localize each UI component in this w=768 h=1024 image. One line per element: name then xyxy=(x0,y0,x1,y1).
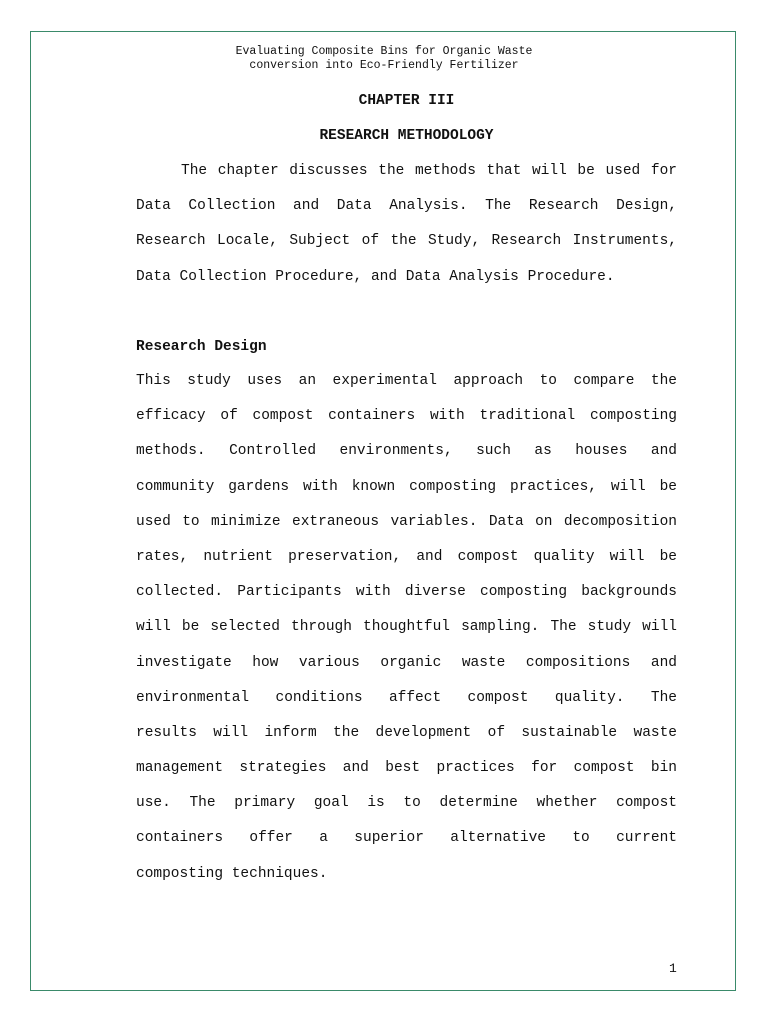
paragraph-line: rates, nutrient preservation, and compost quality will be xyxy=(136,548,677,565)
running-header-line-2: conversion into Eco-Friendly Fertilizer xyxy=(249,59,519,72)
page-number: 1 xyxy=(669,961,677,976)
paragraph-line: community gardens with known composting practices, will be xyxy=(136,478,677,495)
section-heading-research-design: Research Design xyxy=(136,339,267,355)
intro-paragraph xyxy=(136,154,677,295)
paragraph-line: environmental conditions affect compost quality. The xyxy=(136,689,677,706)
paragraph-line: methods. Controlled environments, such as houses and xyxy=(136,443,677,460)
paragraph-line: containers offer a superior alternative to current xyxy=(136,830,677,847)
paragraph-line: investigate how various organic waste compositions and xyxy=(136,654,677,671)
running-header-line-1: Evaluating Composite Bins for Organic Waste xyxy=(235,45,533,58)
intro-line: Data Collection and Data Analysis. The Research Design, xyxy=(136,198,677,215)
paragraph-line: efficacy of compost containers with traditional composting xyxy=(136,408,677,425)
research-design-paragraph xyxy=(136,364,677,892)
paragraph-line: results will inform the development of sustainable waste xyxy=(136,724,677,741)
running-header xyxy=(0,45,768,73)
paragraph-line: composting techniques. xyxy=(136,865,328,882)
chapter-title: RESEARCH METHODOLOGY xyxy=(319,128,494,144)
paragraph-line: management strategies and best practices for compost bin xyxy=(136,760,677,777)
intro-line: The chapter discusses the methods that will be used for xyxy=(181,163,677,179)
intro-line: Research Locale, Subject of the Study, Research Instruments, xyxy=(136,233,677,250)
intro-line: Data Collection Procedure, and Data Analysis Procedure. xyxy=(136,268,615,285)
paragraph-line: will be selected through thoughtful sampling. The study will xyxy=(136,619,677,636)
chapter-number: CHAPTER III xyxy=(358,93,455,109)
paragraph-line: collected. Participants with diverse composting backgrounds xyxy=(136,584,677,601)
paragraph-line: use. The primary goal is to determine whether compost xyxy=(136,795,677,812)
paragraph-line: used to minimize extraneous variables. Data on decomposition xyxy=(136,513,677,530)
paragraph-line: This study uses an experimental approach to compare the xyxy=(136,373,677,389)
